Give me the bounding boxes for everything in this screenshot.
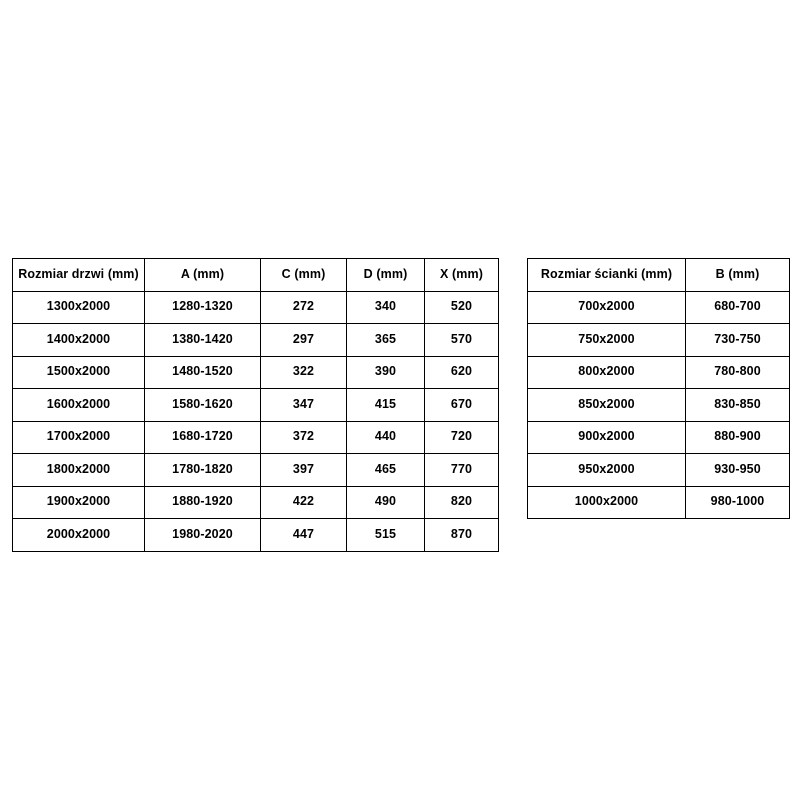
- table-row: [528, 486, 790, 519]
- table-row: [528, 356, 790, 389]
- cell-wall-size: 800x2000: [528, 356, 686, 389]
- cell-b: 830-850: [686, 389, 790, 422]
- cell-x: 720: [425, 421, 499, 454]
- table-row: [528, 291, 790, 324]
- column-header-b: B (mm): [686, 259, 790, 292]
- cell-wall-size: 950x2000: [528, 454, 686, 487]
- cell-a: 1780-1820: [145, 454, 261, 487]
- column-header-a: A (mm): [145, 259, 261, 292]
- column-header-door-size: Rozmiar drzwi (mm): [13, 259, 145, 292]
- cell-x: 820: [425, 486, 499, 519]
- cell-a: 1480-1520: [145, 356, 261, 389]
- cell-x: 520: [425, 291, 499, 324]
- cell-door-size: 1500x2000: [13, 356, 145, 389]
- wall-dimensions-table: [527, 258, 790, 519]
- table-row: [528, 454, 790, 487]
- cell-d: 465: [347, 454, 425, 487]
- cell-a: 1680-1720: [145, 421, 261, 454]
- cell-wall-size: 900x2000: [528, 421, 686, 454]
- cell-door-size: 1300x2000: [13, 291, 145, 324]
- column-header-wall-size: Rozmiar ścianki (mm): [528, 259, 686, 292]
- cell-door-size: 1800x2000: [13, 454, 145, 487]
- cell-a: 1580-1620: [145, 389, 261, 422]
- column-header-d: D (mm): [347, 259, 425, 292]
- cell-c: 397: [261, 454, 347, 487]
- cell-door-size: 2000x2000: [13, 519, 145, 552]
- cell-b: 980-1000: [686, 486, 790, 519]
- cell-wall-size: 850x2000: [528, 389, 686, 422]
- cell-a: 1280-1320: [145, 291, 261, 324]
- cell-a: 1980-2020: [145, 519, 261, 552]
- cell-c: 272: [261, 291, 347, 324]
- cell-x: 770: [425, 454, 499, 487]
- cell-door-size: 1400x2000: [13, 324, 145, 357]
- cell-wall-size: 1000x2000: [528, 486, 686, 519]
- cell-b: 680-700: [686, 291, 790, 324]
- table-header-row: [13, 259, 499, 292]
- column-header-c: C (mm): [261, 259, 347, 292]
- cell-b: 880-900: [686, 421, 790, 454]
- cell-x: 870: [425, 519, 499, 552]
- cell-b: 930-950: [686, 454, 790, 487]
- cell-wall-size: 750x2000: [528, 324, 686, 357]
- cell-c: 422: [261, 486, 347, 519]
- table-row: [528, 389, 790, 422]
- table-row: [13, 291, 499, 324]
- tables-container: [12, 258, 788, 552]
- cell-d: 390: [347, 356, 425, 389]
- cell-door-size: 1600x2000: [13, 389, 145, 422]
- cell-d: 515: [347, 519, 425, 552]
- cell-x: 570: [425, 324, 499, 357]
- doors-dimensions-table: [12, 258, 499, 552]
- table-row: [528, 421, 790, 454]
- cell-c: 297: [261, 324, 347, 357]
- cell-a: 1380-1420: [145, 324, 261, 357]
- cell-d: 365: [347, 324, 425, 357]
- cell-door-size: 1700x2000: [13, 421, 145, 454]
- cell-c: 322: [261, 356, 347, 389]
- table-row: [528, 324, 790, 357]
- table-header-row: [528, 259, 790, 292]
- cell-d: 415: [347, 389, 425, 422]
- table-row: [13, 356, 499, 389]
- cell-door-size: 1900x2000: [13, 486, 145, 519]
- table-row: [13, 519, 499, 552]
- table-row: [13, 389, 499, 422]
- table-row: [13, 421, 499, 454]
- cell-c: 372: [261, 421, 347, 454]
- table-row: [13, 454, 499, 487]
- column-header-x: X (mm): [425, 259, 499, 292]
- cell-d: 340: [347, 291, 425, 324]
- cell-x: 620: [425, 356, 499, 389]
- table-row: [13, 324, 499, 357]
- cell-b: 730-750: [686, 324, 790, 357]
- cell-d: 490: [347, 486, 425, 519]
- cell-c: 447: [261, 519, 347, 552]
- cell-wall-size: 700x2000: [528, 291, 686, 324]
- cell-b: 780-800: [686, 356, 790, 389]
- table-row: [13, 486, 499, 519]
- cell-a: 1880-1920: [145, 486, 261, 519]
- cell-x: 670: [425, 389, 499, 422]
- cell-c: 347: [261, 389, 347, 422]
- cell-d: 440: [347, 421, 425, 454]
